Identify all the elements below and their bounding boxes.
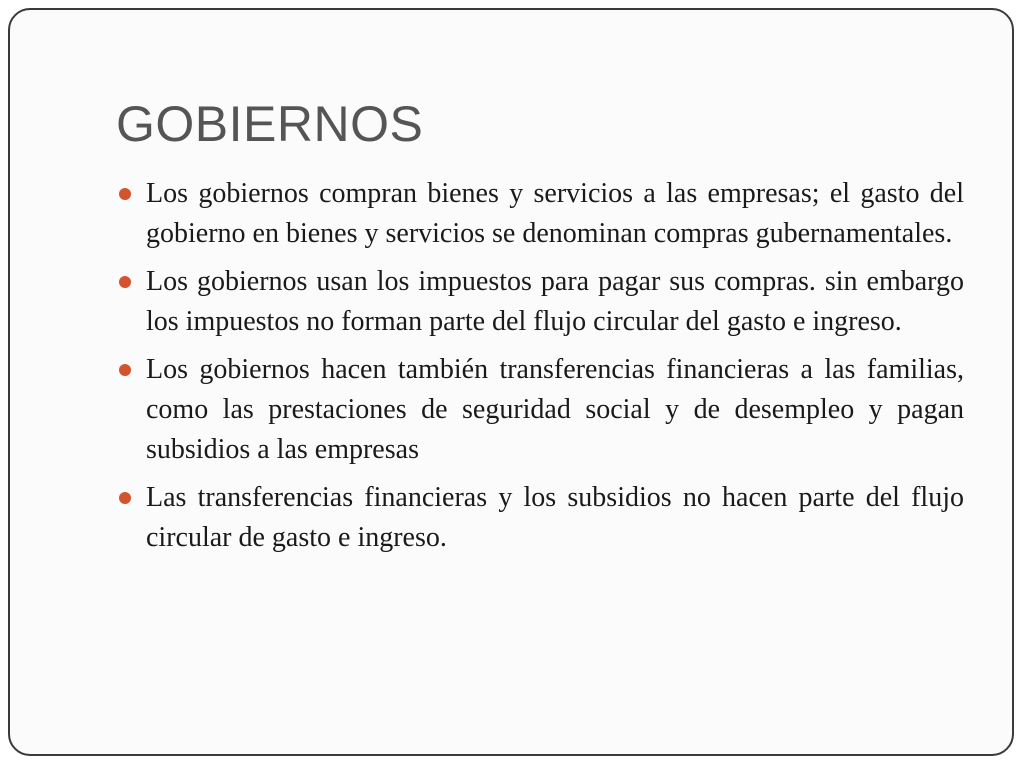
bullet-item: [146, 350, 964, 470]
bullet-dot-icon: [119, 492, 131, 504]
bullet-item: [146, 262, 964, 342]
bullet-text: Las transferencias financieras y los subsidios no hacen parte del flujo circular de gasto e ingreso.: [146, 482, 964, 553]
bullet-text: Los gobiernos hacen también transferencias financieras a las familias, como las prestaciones de seguridad social y de desempleo y pagan subsidios a las empresas: [146, 354, 964, 465]
bullet-item: [146, 174, 964, 254]
bullet-item: [146, 478, 964, 558]
slide-frame: [8, 8, 1014, 756]
bullet-dot-icon: [119, 364, 131, 376]
bullet-text: Los gobiernos compran bienes y servicios a las empresas; el gasto del gobierno en bienes y servicios se denominan compras gubernamentales.: [146, 178, 964, 249]
slide-title: GOBIERNOS: [116, 96, 424, 152]
bullet-text: Los gobiernos usan los impuestos para pagar sus compras. sin embargo los impuestos no forman parte del flujo circular del gasto e ingreso.: [146, 266, 964, 337]
bullet-list: [146, 174, 964, 566]
bullet-dot-icon: [119, 188, 131, 200]
bullet-dot-icon: [119, 276, 131, 288]
